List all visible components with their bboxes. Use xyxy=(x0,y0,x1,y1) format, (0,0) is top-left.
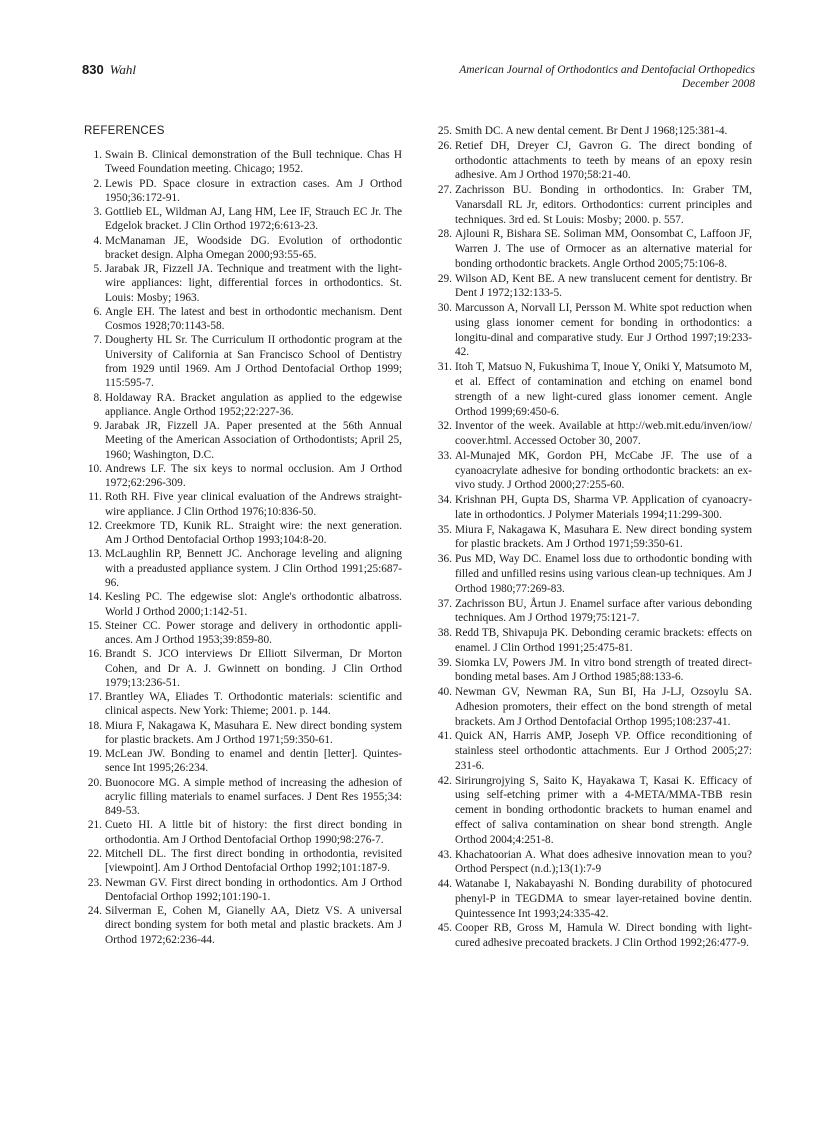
reference-number: 10. xyxy=(87,462,102,475)
reference-text: Roth RH. Five year clinical evaluation of the Andrews straight-wire appliance. J Clin Orthod 1976;10:836-50. xyxy=(105,491,402,518)
reference-item xyxy=(432,493,752,523)
reference-item xyxy=(432,301,752,360)
reference-text: Siomka LV, Powers JM. In vitro bond strength of treated direct-bonding metal bases. Am J Orthod 1985;88:133-6. xyxy=(455,656,752,684)
reference-text: Khachatoorian A. What does adhesive innovation mean to you? Orthod Perspect (n.d.);13(1):7-9 xyxy=(455,848,752,876)
reference-item xyxy=(82,519,402,548)
reference-text: Miura F, Nakagawa K, Masuhara E. New direct bonding system for plastic brackets. Am J Orthod 1971;59:350-61. xyxy=(455,523,752,551)
reference-number: 29. xyxy=(437,272,452,285)
reference-number: 15. xyxy=(87,619,102,632)
references-column-left xyxy=(82,148,402,947)
reference-text: Holdaway RA. Bracket angulation as applied to the edgewise appliance. Angle Orthod 1952;22:227-36. xyxy=(105,391,402,418)
reference-number: 25. xyxy=(437,125,452,137)
reference-text: Dougherty HL Sr. The Curriculum II orthodontic program at the University of California at San Francisco School of Dentistry from 1929 until 1969. Am J Orthod Dentofacial Orthop 1999; 115:595-7. xyxy=(105,334,402,390)
reference-number: 5. xyxy=(93,263,102,276)
reference-number: 35. xyxy=(437,523,452,536)
author-name: Wahl xyxy=(109,62,136,77)
reference-number: 32. xyxy=(437,420,452,433)
reference-text: Brantley WA, Eliades T. Orthodontic materials: scientific and clinical aspects. New York: Thieme; 2001. p. 144. xyxy=(105,691,402,718)
reference-item xyxy=(432,272,752,302)
reference-text: Cooper RB, Gross M, Hamula W. Direct bonding with light-cured adhesive precoated brackets. J Clin Orthod 1992;26:477-9. xyxy=(455,922,752,950)
reference-item xyxy=(432,449,752,493)
reference-number: 3. xyxy=(93,206,102,219)
reference-item xyxy=(82,876,402,905)
reference-number: 20. xyxy=(87,776,102,789)
running-header-right xyxy=(459,63,755,91)
reference-text: Zachrisson BU, Årtun J. Enamel surface after various debonding techniques. Am J Orthod 1979;75:121-7. xyxy=(455,597,752,625)
reference-text: McLean JW. Bonding to enamel and dentin [letter]. Quintes-sence Int 1995;26:234. xyxy=(105,748,402,775)
reference-text: Al-Munajed MK, Gordon PH, McCabe JF. The use of a cyanoacrylate adhesive for bonding orthodontic brackets: an ex-vivo study. J Orthod 2000;27:255-60. xyxy=(455,449,752,492)
reference-item xyxy=(82,234,402,263)
reference-text: Zachrisson BU. Bonding in orthodontics. In: Graber TM, Vanarsdall RL Jr, editors. Orthodontics: current principles and techniques. 3rd ed. St Louis: Mosby; 2000. p. 557. xyxy=(455,184,752,226)
reference-item xyxy=(82,462,402,491)
reference-number: 33. xyxy=(437,449,452,462)
reference-item xyxy=(82,177,402,206)
reference-item xyxy=(432,848,752,878)
reference-text: Creekmore TD, Kunik RL. Straight wire: the next generation. Am J Orthod Dentofacial Orthop 1993;104:8-20. xyxy=(105,519,402,547)
reference-text: Sirirungrojying S, Saito K, Hayakawa T, Kasai K. Efficacy of using self-etching primer with a 4-META/MMA-TBB resin cement in bonding orthodontic brackets to human enamel and effect of saliva contamination on shear bond strength. Angle Orthod 2004;4:251-8. xyxy=(455,774,752,846)
reference-text: Gottlieb EL, Wildman AJ, Lang HM, Lee IF, Strauch EC Jr. The Edgelok bracket. J Clin Orthod 1972;6:613-23. xyxy=(105,206,402,233)
reference-number: 40. xyxy=(437,686,452,699)
reference-item xyxy=(82,419,402,462)
reference-item xyxy=(432,552,752,596)
reference-item xyxy=(82,547,402,590)
reference-number: 19. xyxy=(87,748,102,761)
reference-text: Ajlouni R, Bishara SE. Soliman MM, Oonsombat C, Laffoon JF, Warren J. The use of Ormocer as an alternative material for bonding orthodontic brackets. Angle Orthod 2005;75:106-8. xyxy=(455,228,752,270)
reference-number: 42. xyxy=(437,774,452,787)
reference-text: Smith DC. A new dental cement. Br Dent J 1968;125:381-4. xyxy=(455,125,728,137)
reference-number: 28. xyxy=(437,228,452,241)
reference-text: Andrews LF. The six keys to normal occlusion. Am J Orthod 1972;62:296-309. xyxy=(105,462,402,490)
reference-item xyxy=(432,685,752,729)
reference-item xyxy=(82,719,402,748)
reference-item xyxy=(432,227,752,271)
issue-date: December 2008 xyxy=(681,78,755,90)
reference-item xyxy=(432,729,752,773)
reference-number: 43. xyxy=(437,848,452,861)
reference-text: Kesling PC. The edgewise slot: Angle's orthodontic albatross. World J Orthod 2000;1:142-51. xyxy=(105,591,402,618)
reference-number: 2. xyxy=(93,177,102,190)
reference-text: Jarabak JR, Fizzell JA. Paper presented at the 56th Annual Meeting of the American Association of Orthodontists; April 25, 1960; Washington, D.C. xyxy=(105,420,402,461)
reference-number: 21. xyxy=(87,819,102,832)
reference-text: Retief DH, Dreyer CJ, Gavron G. The direct bonding of orthodontic attachments to teeth by means of an epoxy resin adhesive. Am J Orthod 1970;58:21-40. xyxy=(455,139,752,182)
reference-number: 17. xyxy=(87,691,102,704)
reference-text: McLaughlin RP, Bennett JC. Anchorage leveling and aligning with a preadusted appliance system. J Clin Orthod 1991;25:687-96. xyxy=(105,548,402,589)
reference-text: Itoh T, Matsuo N, Fukushima T, Inoue Y, Oniki Y, Matsumoto M, et al. Effect of contamination and etching on enamel bond strength of a new light-cured glass ionomer cement. Angle Orthod 1999;69:450-6. xyxy=(455,361,752,418)
reference-item xyxy=(82,690,402,719)
reference-number: 11. xyxy=(88,491,102,504)
reference-number: 7. xyxy=(93,334,102,347)
reference-item xyxy=(432,419,752,449)
reference-item xyxy=(432,597,752,627)
reference-number: 22. xyxy=(87,848,102,861)
reference-item xyxy=(432,877,752,921)
reference-number: 34. xyxy=(437,494,452,507)
reference-number: 37. xyxy=(437,597,452,610)
reference-number: 18. xyxy=(87,719,102,732)
reference-number: 27. xyxy=(437,184,452,197)
reference-item xyxy=(82,818,402,847)
reference-item xyxy=(432,139,752,183)
reference-item xyxy=(82,305,402,334)
reference-number: 16. xyxy=(87,648,102,661)
reference-number: 12. xyxy=(87,519,102,532)
reference-item xyxy=(82,490,402,519)
reference-number: 24. xyxy=(87,905,102,918)
reference-item xyxy=(432,774,752,848)
reference-item xyxy=(82,776,402,819)
reference-item xyxy=(82,391,402,420)
reference-number: 13. xyxy=(87,548,102,561)
reference-text: Wilson AD, Kent BE. A new translucent cement for dentistry. Br Dent J 1972;132:133-5. xyxy=(455,272,752,300)
reference-text: Steiner CC. Power storage and delivery in orthodontic appli-ances. Am J Orthod 1953;39:859-80. xyxy=(105,619,402,647)
reference-item xyxy=(432,183,752,227)
reference-item xyxy=(82,747,402,776)
reference-number: 8. xyxy=(93,391,102,404)
reference-item xyxy=(82,904,402,947)
reference-item xyxy=(432,656,752,686)
reference-text: Silverman E, Cohen M, Gianelly AA, Dietz VS. A universal direct bonding system for both metal and plastic brackets. Am J Orthod 1972;62:236-44. xyxy=(105,905,402,946)
reference-number: 44. xyxy=(437,878,452,891)
reference-text: Angle EH. The latest and best in orthodontic mechanism. Dent Cosmos 1928;70:1143-58. xyxy=(105,305,402,333)
reference-number: 41. xyxy=(437,730,452,743)
reference-item xyxy=(432,360,752,419)
reference-number: 39. xyxy=(437,656,452,669)
reference-number: 1. xyxy=(93,149,102,161)
section-heading: REFERENCES xyxy=(84,125,165,137)
reference-number: 31. xyxy=(437,361,452,374)
reference-text: Marcusson A, Norvall LI, Persson M. White spot reduction when using glass ionomer cement for bonding in orthodontics: a longitu-dinal and comparative study. Eur J Orthod 1997;19:233-42. xyxy=(455,302,752,359)
reference-text: Watanabe I, Nakabayashi N. Bonding durability of photocured phenyl-P in TEGDMA to smear layer-retained bovine dentin. Quintessence Int 1993;24:335-42. xyxy=(455,878,752,920)
reference-number: 9. xyxy=(93,420,102,433)
reference-number: 14. xyxy=(87,591,102,604)
reference-number: 23. xyxy=(87,876,102,889)
journal-title: American Journal of Orthodontics and Dentofacial Orthopedics xyxy=(459,64,755,76)
reference-text: Inventor of the week. Available at http://web.mit.edu/inven/iow/ coover.html. Accessed October 30, 2007. xyxy=(455,420,752,448)
reference-item xyxy=(82,847,402,876)
reference-number: 36. xyxy=(437,553,452,566)
reference-item xyxy=(432,523,752,553)
reference-text: Mitchell DL. The first direct bonding in orthodontia, revisited [viewpoint]. Am J Orthod Dentofacial Orthop 1992;101:187-9. xyxy=(105,848,402,875)
reference-item xyxy=(82,647,402,690)
reference-item xyxy=(82,148,402,177)
reference-text: Newman GV. First direct bonding in orthodontics. Am J Orthod Dentofacial Orthop 1992;101:190-1. xyxy=(105,876,402,903)
reference-number: 30. xyxy=(437,302,452,315)
reference-number: 4. xyxy=(93,234,102,247)
reference-item xyxy=(82,590,402,619)
running-header-left xyxy=(82,62,136,78)
reference-item xyxy=(432,626,752,656)
references-column-right xyxy=(432,124,752,951)
reference-text: Swain B. Clinical demonstration of the Bull technique. Chas H Tweed Foundation meeting. Chicago; 1952. xyxy=(105,149,402,176)
reference-number: 45. xyxy=(437,922,452,935)
reference-text: Miura F, Nakagawa K, Masuhara E. New direct bonding system for plastic brackets. Am J Orthod 1971;59:350-61. xyxy=(105,719,402,746)
reference-item xyxy=(82,262,402,305)
reference-text: Newman GV, Newman RA, Sun BI, Ha J-LJ, Ozsoylu SA. Adhesion promoters, their effect on the bond strength of metal brackets. Am J Orthod Dentofacial Orthop 1995;108:237-41. xyxy=(455,686,752,728)
reference-text: Krishnan PH, Gupta DS, Sharma VP. Application of cyanoacry-late in orthodontics. J Polymer Materials 1994;11:299-300. xyxy=(455,494,752,521)
reference-item xyxy=(82,619,402,648)
reference-text: McManaman JE, Woodside DG. Evolution of orthodontic bracket design. Alpha Omegan 2000;93:55-65. xyxy=(105,234,402,261)
page-number: 830 xyxy=(82,62,104,77)
reference-number: 6. xyxy=(93,305,102,318)
reference-item xyxy=(432,921,752,951)
reference-item xyxy=(82,205,402,234)
reference-text: Pus MD, Way DC. Enamel loss due to orthodontic bonding with filled and unfilled resins using various clean-up techniques. Am J Orthod 1980;77:269-83. xyxy=(455,553,752,595)
reference-item xyxy=(82,333,402,390)
reference-text: Brandt S. JCO interviews Dr Elliott Silverman, Dr Morton Cohen, and Dr A. J. Gwinnett on bonding. J Clin Orthod 1979;13:236-51. xyxy=(105,648,402,689)
reference-item xyxy=(432,124,752,139)
reference-text: Quick AN, Harris AMP, Joseph VP. Office reconditioning of stainless steel orthodontic attachments. Eur J Orthod 2005;27: 231-6. xyxy=(455,730,752,772)
reference-text: Buonocore MG. A simple method of increasing the adhesion of acrylic filling materials to enamel surfaces. J Dent Res 1955;34: 849-53. xyxy=(105,776,402,818)
reference-text: Jarabak JR, Fizzell JA. Technique and treatment with the light-wire appliances: light, differential forces in orthodontics. St. Louis: Mosby; 1963. xyxy=(105,263,402,304)
reference-text: Cueto HI. A little bit of history: the first direct bonding in orthodontia. Am J Orthod Dentofacial Orthop 1990;98:276-7. xyxy=(105,819,402,846)
reference-number: 26. xyxy=(437,139,452,152)
reference-text: Redd TB, Shivapuja PK. Debonding ceramic brackets: effects on enamel. J Clin Orthod 1991;25:475-81. xyxy=(455,627,752,654)
reference-number: 38. xyxy=(437,627,452,640)
reference-text: Lewis PD. Space closure in extraction cases. Am J Orthod 1950;36:172-91. xyxy=(105,177,402,204)
